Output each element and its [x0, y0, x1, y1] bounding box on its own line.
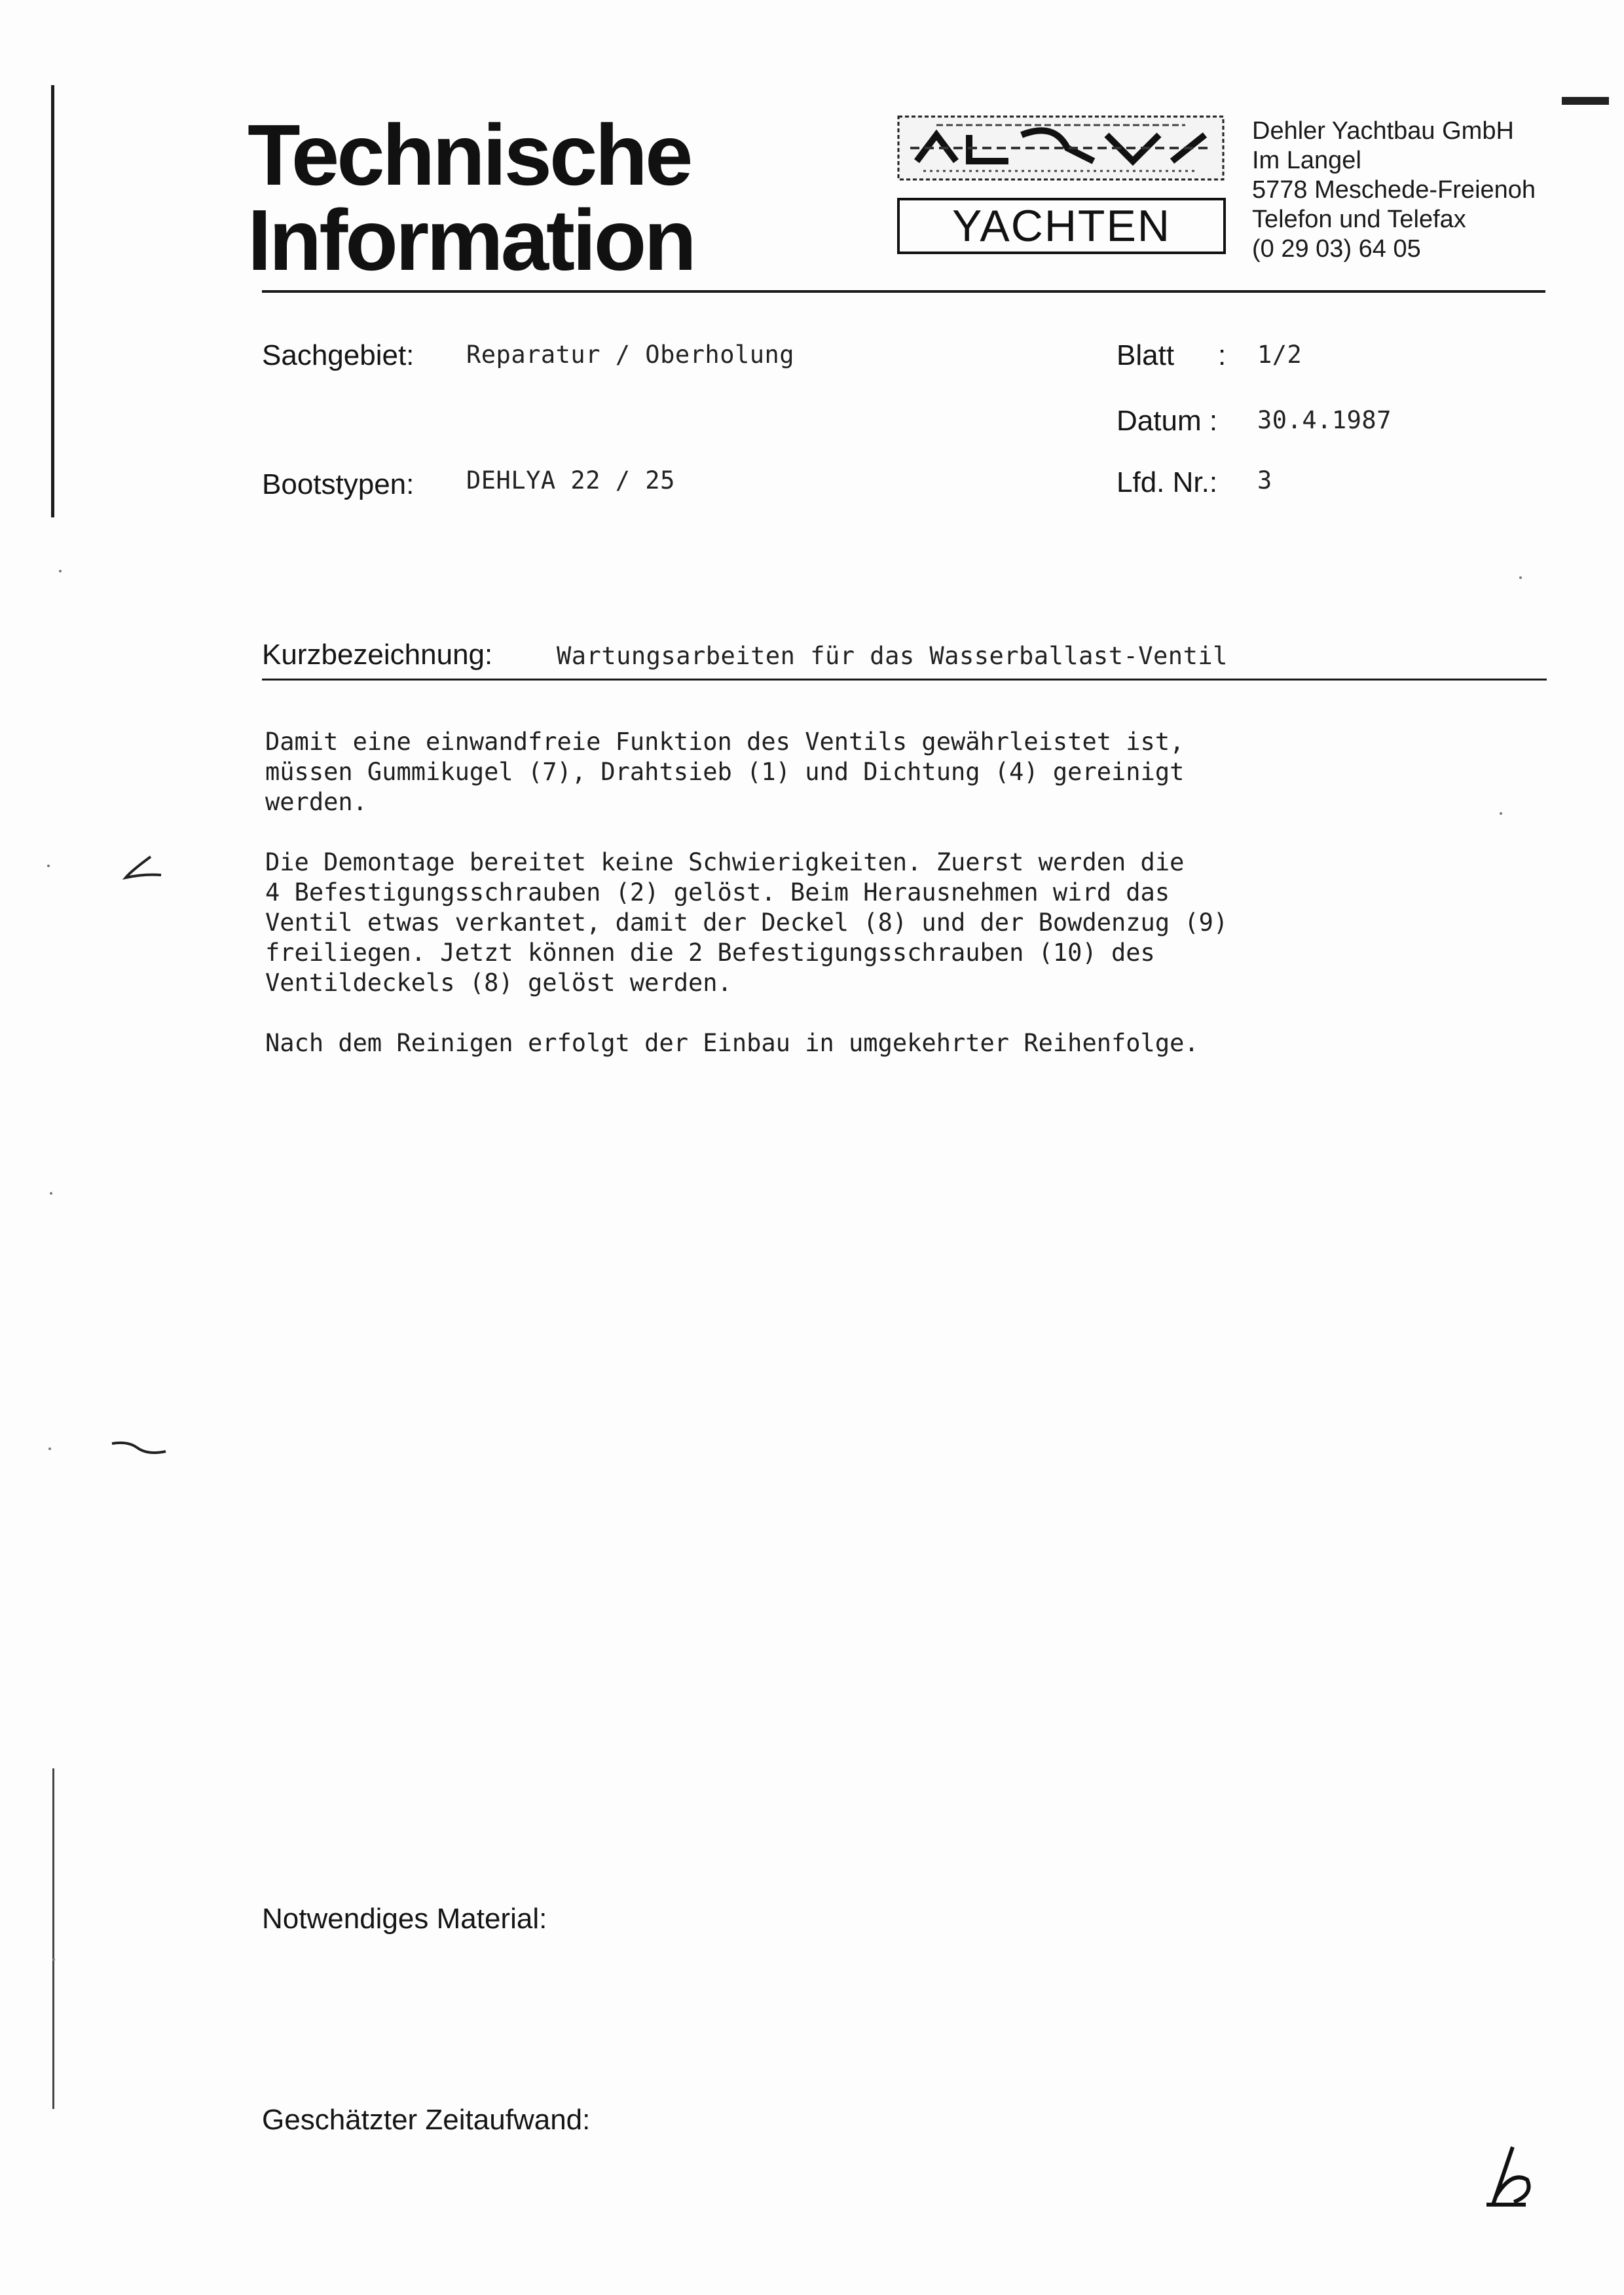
datum-label: Datum : — [1116, 405, 1218, 437]
blatt-value: 1/2 — [1257, 341, 1302, 369]
corner-mark — [1562, 97, 1609, 105]
sachgebiet-label: Sachgebiet: — [262, 339, 415, 371]
scan-speck — [50, 1192, 52, 1195]
kurzbezeichnung-value: Wartungsarbeiten für das Wasserballast-Ventil — [557, 642, 1228, 670]
material-label: Notwendiges Material: — [262, 1903, 547, 1935]
lfd-nr-label: Lfd. Nr.: — [1116, 466, 1218, 498]
logo-emblem-icon — [897, 115, 1225, 181]
bootstypen-value: DEHLYA 22 / 25 — [466, 466, 675, 494]
lfd-nr-value: 3 — [1257, 466, 1272, 494]
address-line: Telefon und Telefax — [1252, 206, 1466, 233]
zeitaufwand-label: Geschätzter Zeitaufwand: — [262, 2104, 591, 2136]
body-text — [265, 727, 1313, 1089]
scan-speck — [59, 570, 62, 572]
body-paragraph-3: Nach dem Reinigen erfolgt der Einbau in umgekehrter Reihenfolge. — [265, 1029, 1199, 1057]
address-line: Dehler Yachtbau GmbH — [1252, 117, 1514, 145]
address-line: (0 29 03) 64 05 — [1252, 235, 1421, 263]
company-address — [1252, 117, 1536, 264]
blatt-label: Blatt — [1116, 339, 1175, 371]
scan-edge-line-top — [51, 85, 54, 517]
kurz-rule — [262, 679, 1547, 681]
scan-speck — [47, 865, 50, 867]
scan-edge-line-mid — [52, 1768, 54, 2109]
scan-speck — [48, 1447, 51, 1450]
kurzbezeichnung-label: Kurzbezeichnung: — [262, 639, 493, 671]
logo-wordmark: YACHTEN — [897, 198, 1226, 254]
scan-speck — [1519, 576, 1522, 579]
scan-speck — [52, 1958, 55, 1961]
company-logo — [891, 111, 1231, 262]
body-paragraph-2: Die Demontage bereitet keine Schwierigkeiten. Zuerst werden die 4 Befestigungsschrauben (2) gelöst. Beim Herausnehmen wird das Ventil etwas verkantet, damit der Deckel (8) und der Bowdenzug (9) freiliegen. Jetzt können die 2 Befestigungsschrauben (10) des Ventildeckels (8) gelöst werden. — [265, 848, 1228, 997]
blatt-colon: : — [1218, 339, 1227, 371]
pen-check-mark-icon — [118, 851, 170, 891]
title-line-1: Technische — [248, 107, 691, 203]
header-rule — [262, 290, 1545, 293]
signature-initial-icon — [1473, 2142, 1545, 2214]
title-line-2: Information — [248, 192, 694, 288]
body-paragraph-1: Damit eine einwandfreie Funktion des Ventils gewährleistet ist, müssen Gummikugel (7), Drahtsieb (1) und Dichtung (4) gereinigt werden. — [265, 728, 1185, 816]
sachgebiet-value: Reparatur / Oberholung — [466, 341, 795, 369]
address-line: 5778 Meschede-Freienoh — [1252, 176, 1536, 204]
datum-value: 30.4.1987 — [1257, 406, 1392, 434]
address-line: Im Langel — [1252, 147, 1361, 174]
scan-speck — [1500, 812, 1502, 815]
pen-tick-mark-icon — [108, 1434, 174, 1467]
bootstypen-label: Bootstypen: — [262, 468, 415, 500]
document-title — [248, 107, 694, 288]
